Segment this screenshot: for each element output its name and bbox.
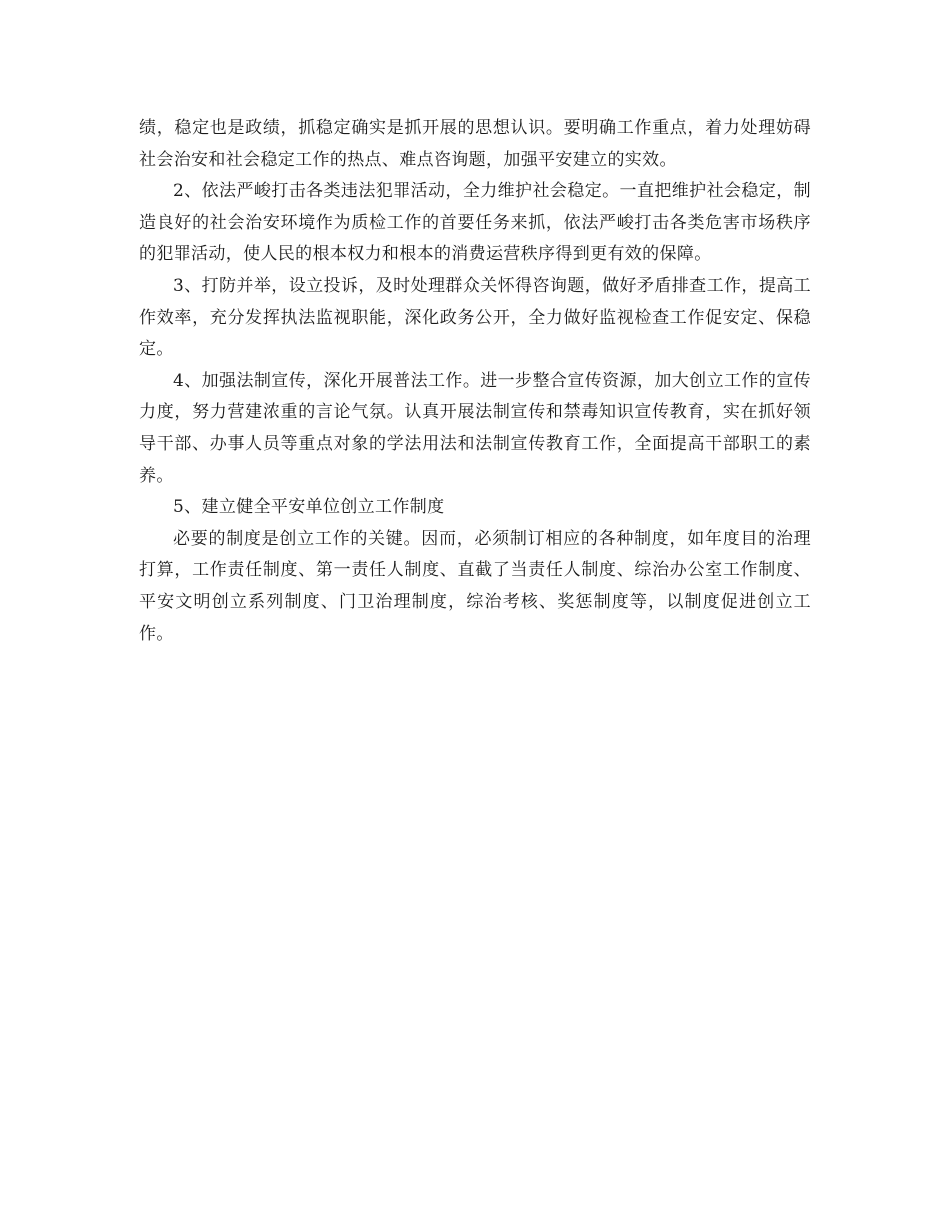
- paragraph-item-4: 4、加强法制宣传，深化开展普法工作。进一步整合宣传资源，加大创立工作的宣传力度，努力营建浓重的言论气氛。认真开展法制宣传和禁毒知识宣传教育，实在抓好领导干部、办事人员等重点对象的学法用法和法制宣传教育工作，全面提高干部职工的素养。: [139, 370, 811, 486]
- paragraph-item-3: 3、打防并举，设立投诉，及时处理群众关怀得咨询题，做好矛盾排查工作，提高工作效率，充分发挥执法监视职能，深化政务公开，全力做好监视检查工作促安定、保稳定。: [139, 275, 811, 360]
- paragraph-continuation: 绩，稳定也是政绩，抓稳定确实是抓开展的思想认识。要明确工作重点，着力处理妨碍社会治安和社会稳定工作的热点、难点咨询题，加强平安建立的实效。: [139, 118, 811, 170]
- paragraph-item-2: 2、依法严峻打击各类违法犯罪活动，全力维护社会稳定。一直把维护社会稳定，制造良好的社会治安环境作为质检工作的首要任务来抓，依法严峻打击各类危害市场秩序的犯罪活动，使人民的根本权力和根本的消费运营秩序得到更有效的保障。: [139, 181, 811, 265]
- document-body: [139, 113, 811, 650]
- paragraph-item-5-body: 必要的制度是创立工作的关键。因而，必须制订相应的各种制度，如年度目的治理打算，工作责任制度、第一责任人制度、直截了当责任人制度、综治办公室工作制度、平安文明创立系列制度、门卫治理制度，综治考核、奖惩制度等，以制度促进创立工作。: [139, 528, 811, 644]
- paragraph-item-5-heading: 5、建立健全平安单位创立工作制度: [173, 497, 445, 518]
